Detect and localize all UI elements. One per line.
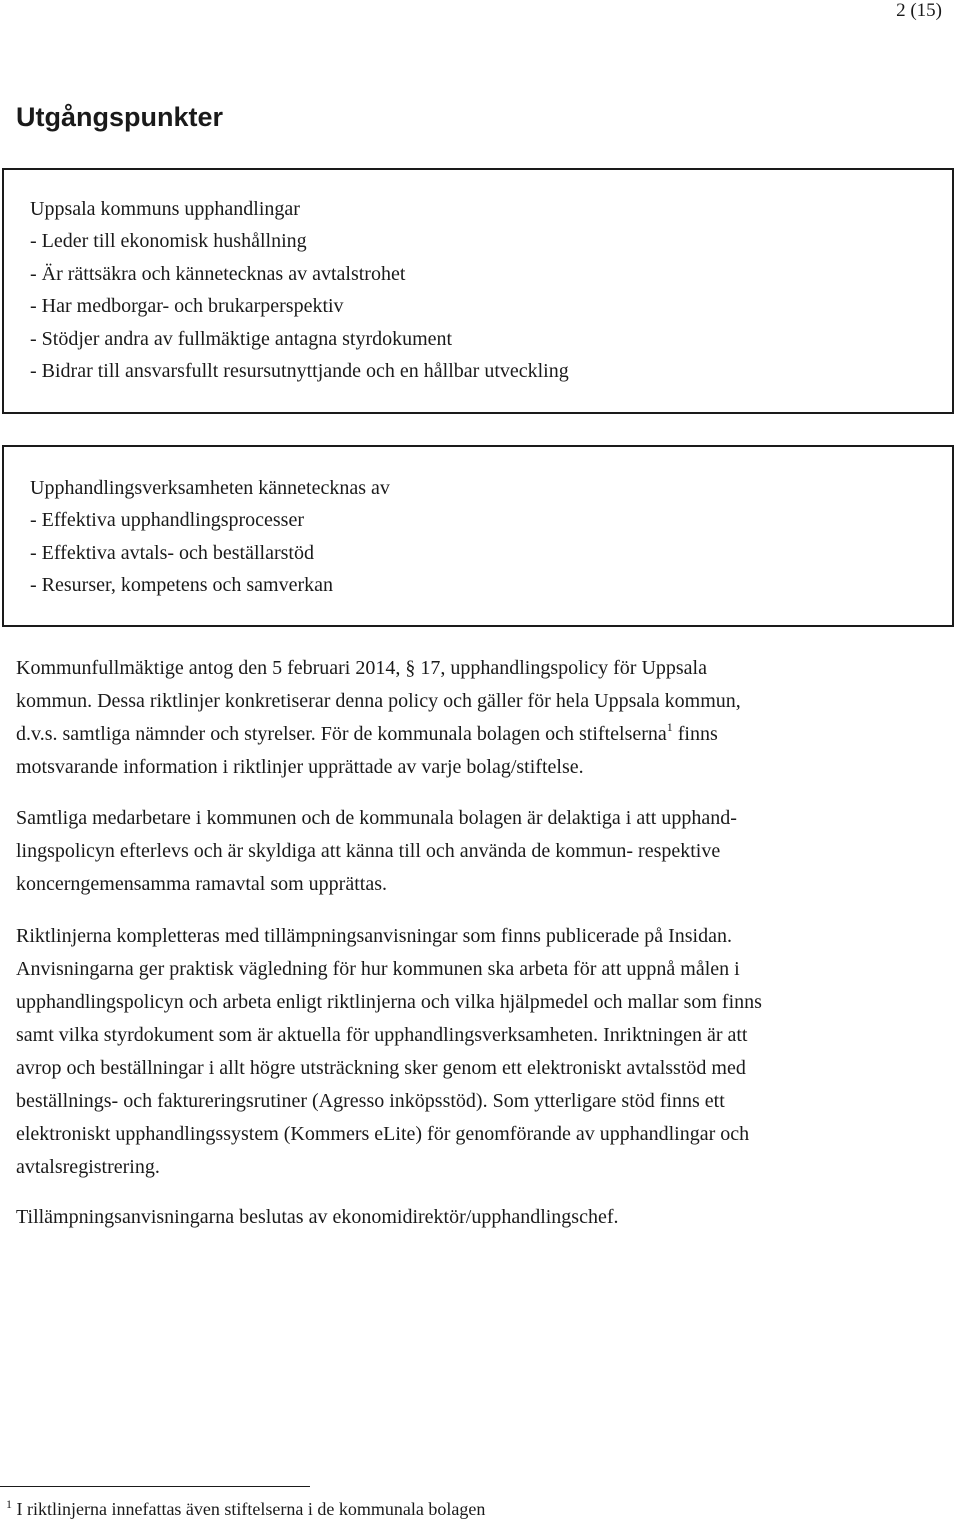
page-title: Utgångspunkter: [16, 102, 224, 132]
box-item: - Resurser, kompetens och samverkan: [30, 574, 333, 597]
characteristics-box: [2, 445, 954, 627]
box-title: Upphandlingsverksamheten kännetecknas av: [30, 477, 390, 499]
paragraph-line-text: d.v.s. samtliga nämnder och styrelser. För de kommunala bolagen och stiftelserna: [16, 723, 667, 745]
paragraph-line: avtalsregistrering.: [16, 1156, 160, 1178]
box-item: - Är rättsäkra och kännetecknas av avtalstrohet: [30, 262, 406, 285]
paragraph-line: avrop och beställningar i allt högre utsträckning sker genom ett elektroniskt avtalsstöd med: [16, 1057, 746, 1079]
box-item: - Stödjer andra av fullmäktige antagna styrdokument: [30, 327, 453, 350]
paragraph-line: Samtliga medarbetare i kommunen och de kommunala bolagen är delaktiga i att upphand-: [16, 807, 737, 829]
box-item: - Leder till ekonomisk hushållning: [30, 230, 307, 253]
paragraph-policy: [16, 652, 946, 784]
paragraph-line: motsvarande information i riktlinjer upprättade av varje bolag/stiftelse.: [16, 756, 584, 778]
paragraph-line: Riktlinjerna kompletteras med tillämpningsanvisningar som finns publicerade på Insidan.: [16, 925, 732, 947]
paragraph-line: elektroniskt upphandlingssystem (Kommers eLite) för genomförande av upphandlingar och: [16, 1123, 750, 1145]
paragraph-line: [16, 718, 946, 751]
page-number: 2 (15): [896, 0, 942, 21]
footnote-number: 1: [6, 1497, 12, 1511]
paragraph-employees: [16, 802, 946, 901]
paragraph-guidelines: [16, 920, 946, 1184]
box-item: - Effektiva upphandlingsprocesser: [30, 509, 304, 532]
paragraph-line: upphandlingspolicyn och arbeta enligt riktlinjerna och vilka hjälpmedel och mallar som finns: [16, 991, 762, 1013]
paragraph-line: lingspolicyn efterlevs och är skyldiga att känna till och använda de kommun- respektive: [16, 840, 721, 862]
footnote-reference: 1: [666, 720, 673, 734]
paragraph-line: Tillämpningsanvisningarna beslutas av ekonomidirektör/upphandlingschef.: [16, 1206, 619, 1228]
box-item: - Effektiva avtals- och beställarstöd: [30, 541, 314, 564]
paragraph-line: Anvisningarna ger praktisk vägledning för hur kommunen ska arbeta för att uppnå målen i: [16, 958, 740, 980]
box-item: - Bidrar till ansvarsfullt resursutnyttjande och en hållbar utveckling: [30, 360, 569, 383]
footnote-text: I riktlinjerna innefattas även stiftelserna i de kommunala bolagen: [12, 1499, 486, 1519]
footnote: [6, 1497, 485, 1521]
paragraph-decision: [16, 1201, 946, 1234]
paragraph-line: beställnings- och faktureringsrutiner (Agresso inköpsstöd). Som ytterligare stöd finns ett: [16, 1090, 725, 1112]
principles-box: [2, 168, 954, 414]
paragraph-line: Kommunfullmäktige antog den 5 februari 2014, § 17, upphandlingspolicy för Uppsala: [16, 657, 707, 679]
footnote-divider: [0, 1486, 310, 1487]
box-item: - Har medborgar- och brukarperspektiv: [30, 295, 344, 318]
paragraph-line: kommun. Dessa riktlinjer konkretiserar denna policy och gäller för hela Uppsala kommun,: [16, 690, 741, 712]
box-title: Uppsala kommuns upphandlingar: [30, 198, 300, 220]
paragraph-line-text: finns: [672, 723, 718, 745]
paragraph-line: samt vilka styrdokument som är aktuella för upphandlingsverksamheten. Inriktningen är att: [16, 1024, 748, 1046]
paragraph-line: koncerngemensamma ramavtal som upprättas.: [16, 873, 387, 895]
